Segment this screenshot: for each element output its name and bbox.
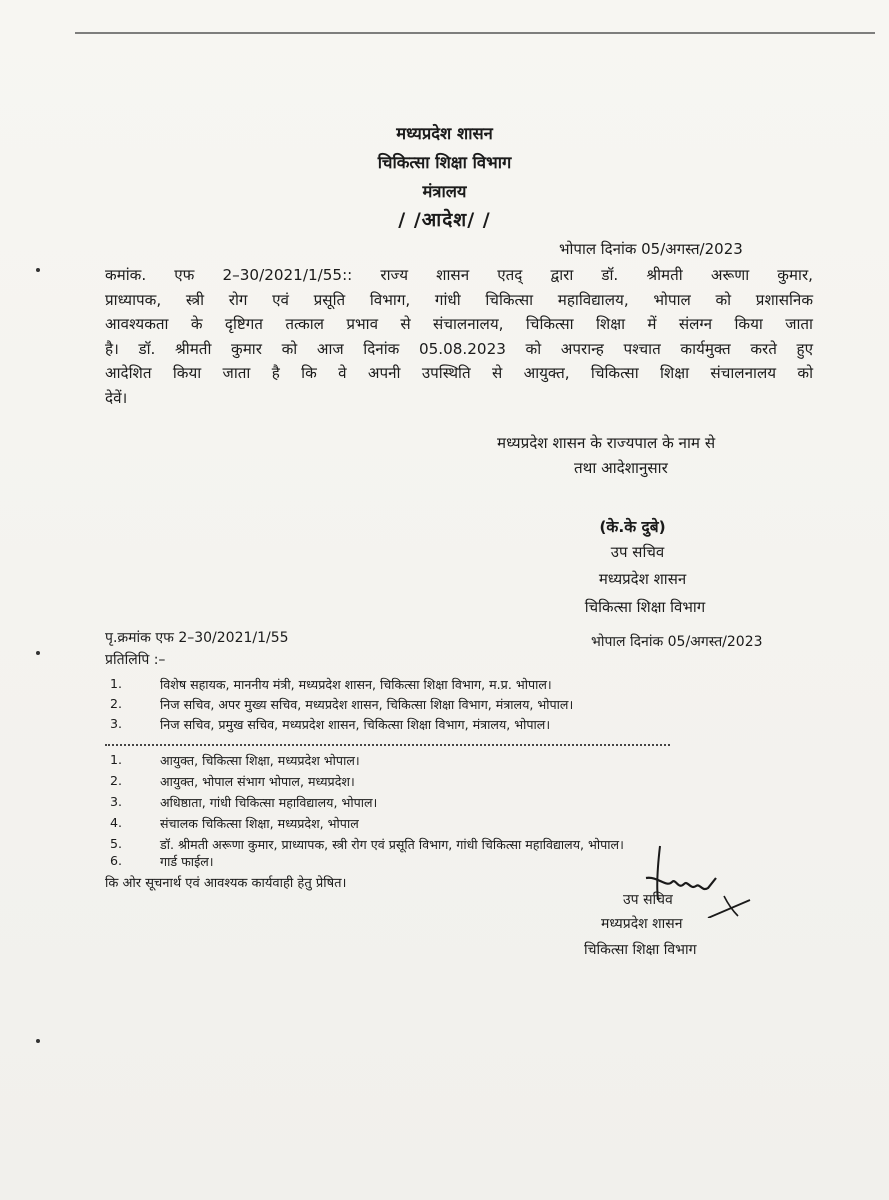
- order-body: [105, 263, 813, 411]
- header-govt: मध्यप्रदेश शासन: [396, 124, 493, 143]
- punch-hole-mark: [36, 651, 40, 655]
- punch-hole-mark: [36, 268, 40, 272]
- signatory-govt: मध्यप्रदेश शासन: [598, 570, 687, 588]
- endorsement-ref: पृ.क्रमांक एफ 2–30/2021/1/55: [105, 630, 289, 646]
- signatory-designation: उप सचिव: [610, 543, 665, 561]
- dotted-separator: [105, 744, 670, 746]
- document-page: मध्यप्रदेश शासन चिकित्सा शिक्षा विभाग मंत्रालय / /आदेश/ / भोपाल दिनांक 05/अगस्त/2023 कमांक. एफ 2–30/2021/1/55:: राज्य शासन एतद् द्वारा डॉ. श्रीमती अरूणा कुमार, प्राध्यापक, स्त्री रोग एवं प्रसूति विभाग, गांधी चिकित्सा महाविद्यालय, भोपाल को प्रशासनिक आवश्यकता के दृष्टिगत तत्काल प्रभाव से संचालनालय, चिकित्सा शिक्षा में संलग्न किया जाता है। डॉ. श्रीमती कुमार को आज दिनांक 05.08.2023 को अपरान्ह पश्चात कार्यमुक्त करते हुए आदेशित किया जाता है कि वे अपनी उपस्थिति से आयुक्त, चिकित्सा शिक्षा संचालनालय को देवें। मध्यप्रदेश शासन के राज्यपाल के नाम से तथा आदेशानुसार (के.के दुबे) उप सचिव मध्यप्रदेश शासन चिकित्सा शिक्षा विभाग पृ.क्रमांक एफ 2–30/2021/1/55 भोपाल दिनांक 05/अगस्त/2023 प्रतिलिपि :– 1. विशेष सहायक, माननीय मंत्री, मध्यप्रदेश शासन, चिकित्सा शिक्षा विभाग, म.प्र. भोपाल। 2. निज सचिव, अपर मुख्य सचिव, मध्यप्रदेश शासन, चिकित्सा शिक्षा विभाग, मंत्रालय, भोपाल। 3. निज सचिव, प्रमुख सचिव, मध्यप्रदेश शासन, चिकित्सा शिक्षा विभाग, मंत्रालय, भोपाल। 1. आयुक्त, चिकित्सा शिक्षा, मध्यप्रदेश भोपाल। 2. आयुक्त, भोपाल संभाग भोपाल, मध्यप्रदेश। 3. अधिष्ठाता, गांधी चिकित्सा महाविद्यालय, भोपाल। 4. संचालक चिकित्सा शिक्षा, मध्यप्रदेश, भोपाल 5. डॉ. श्रीमती अरूणा कुमार, प्राध्यापक, स्त्री रोग एवं प्रसूति विभाग, गांधी चिकित्सा महाविद्यालय, भोपाल। 6. गार्ड फाईल। कि ओर सूचनार्थ एवं आवश्यक कार्यवाही हेतु प्रेषित। उप सचिव मध्यप्रदेश शासन चिकित्सा शिक्षा विभाग: [0, 0, 889, 1200]
- signatory-dept: चिकित्सा शिक्षा विभाग: [584, 598, 706, 616]
- authority-line1: मध्यप्रदेश शासन के राज्यपाल के नाम से: [497, 434, 716, 452]
- body-line: आदेशित किया जाता है कि वे अपनी उपस्थिति से आयुक्त, चिकित्सा शिक्षा संचालनालय को: [105, 364, 813, 383]
- signatory-block: [540, 515, 760, 621]
- order-title: / /आदेश/ /: [398, 209, 491, 231]
- page-top-edge: [75, 32, 875, 34]
- authority-line2: तथा आदेशानुसार: [574, 459, 668, 477]
- body-line: कमांक. एफ 2–30/2021/1/55:: राज्य शासन एतद् द्वारा डॉ. श्रीमती अरूणा कुमार,: [105, 266, 813, 284]
- endorsement-date: भोपाल दिनांक 05/अगस्त/2023: [591, 634, 763, 650]
- body-line: प्राध्यापक, स्त्री रोग एवं प्रसूति विभाग, गांधी चिकित्सा महाविद्यालय, भोपाल को प्रशासनिक: [105, 290, 813, 309]
- header-ministry: मंत्रालय: [422, 182, 467, 201]
- body-line: आवश्यकता के दृष्टिगत तत्काल प्रभाव से संचालनालय, चिकित्सा शिक्षा में संलग्न किया जाता: [105, 315, 813, 334]
- bottom-signatory-designation: उप सचिव: [623, 892, 673, 908]
- bottom-signatory-govt: मध्यप्रदेश शासन: [601, 916, 683, 932]
- order-date: भोपाल दिनांक 05/अगस्त/2023: [559, 240, 743, 258]
- bottom-signatory-dept: चिकित्सा शिक्षा विभाग: [584, 942, 697, 958]
- forward-note: कि ओर सूचनार्थ एवं आवश्यक कार्यवाही हेतु प्रेषित।: [105, 876, 347, 891]
- copy-label: प्रतिलिपि :–: [105, 652, 166, 668]
- signatory-name: (के.के दुबे): [599, 518, 666, 536]
- header-department: चिकित्सा शिक्षा विभाग: [377, 153, 512, 172]
- body-line: है। डॉ. श्रीमती कुमार को आज दिनांक 05.08.2023 को अपरान्ह पश्चात कार्यमुक्त करते हुए: [105, 339, 813, 358]
- punch-hole-mark: [36, 1039, 40, 1043]
- body-line: देवें।: [105, 388, 128, 407]
